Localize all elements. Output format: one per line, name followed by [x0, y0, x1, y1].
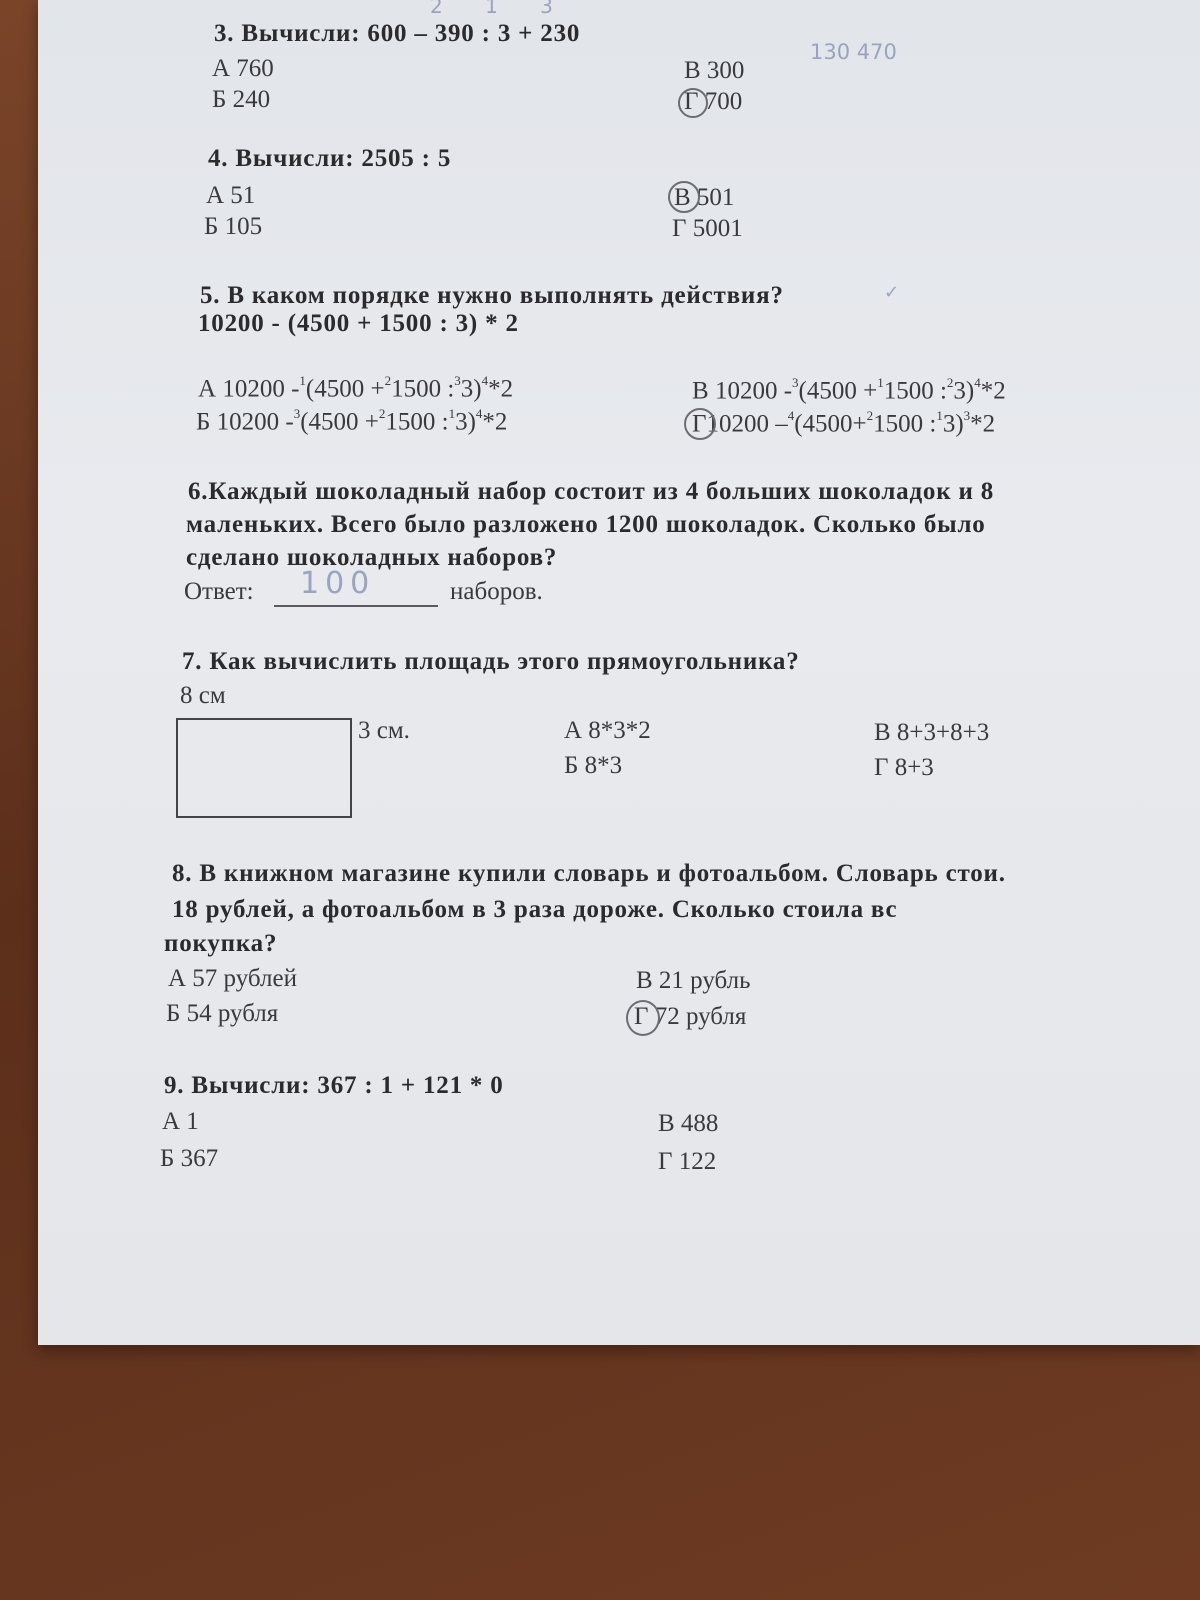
answer-line [274, 605, 438, 607]
question-3-option-b: Б 240 [212, 86, 271, 113]
rectangle-height-label: 3 см. [358, 717, 410, 744]
answer-circle-q5 [684, 408, 716, 440]
question-9-option-b: Б 367 [160, 1145, 219, 1172]
question-5-option-g: Г10200 –$^4$(4500+$^2$1500 :$^1$3)$^3$*2 [692, 408, 996, 438]
question-3-option-v: В 300 [684, 57, 745, 84]
question-8-option-b: Б 54 рубля [166, 1000, 279, 1027]
question-5-option-b: Б 10200 -$^3$(4500 +$^2$1500 :$^1$3)$^4$*2 [196, 406, 508, 436]
question-6-unit: наборов. [450, 578, 543, 605]
question-4-title: 4. Вычисли: 2505 : 5 [208, 145, 452, 172]
question-6-line-2: маленьких. Всего было разложено 1200 шоколадок. Сколько было [186, 511, 986, 538]
answer-circle-q3 [678, 88, 708, 118]
question-4-option-v: В 501 [674, 184, 735, 211]
question-4-option-a: А 51 [206, 182, 256, 209]
handwritten-note: 130 470 [810, 40, 897, 64]
question-9-option-v: В 488 [658, 1110, 719, 1137]
question-8-line-3: покупка? [164, 930, 278, 957]
question-9-option-a: А 1 [162, 1108, 199, 1135]
question-5-title: 5. В каком порядке нужно выполнять действия? [200, 282, 784, 309]
question-7-option-a: А 8*3*2 [564, 717, 651, 744]
answer-circle-q4 [668, 181, 700, 213]
question-7-title: 7. Как вычислить площадь этого прямоугольника? [182, 648, 800, 675]
question-8-option-v: В 21 рубль [636, 967, 751, 994]
question-3-option-a: А 760 [212, 55, 274, 82]
question-6-line-3: сделано шоколадных наборов? [186, 544, 558, 571]
rectangle-diagram [176, 718, 352, 818]
question-5-option-v: В 10200 -$^3$(4500 +$^1$1500 :$^2$3)$^4$*2 [692, 375, 1006, 405]
question-7-option-g: Г 8+3 [874, 754, 934, 781]
question-3-option-g: Г 700 [684, 88, 743, 115]
question-5-option-a: А 10200 -$^1$(4500 +$^2$1500 :$^3$3)$^4$*2 [198, 373, 514, 403]
question-6-answer-label: Ответ: [184, 578, 254, 605]
handwritten-answer: 100 [300, 566, 376, 601]
question-3-title: 3. Вычисли: 600 – 390 : 3 + 230 [214, 20, 581, 47]
question-4-option-g: Г 5001 [672, 215, 743, 242]
question-7-option-v: В 8+3+8+3 [874, 719, 990, 746]
question-4-option-b: Б 105 [204, 213, 263, 240]
rectangle-width-label: 8 см [180, 682, 226, 709]
question-5-expression: 10200 - (4500 + 1500 : 3) * 2 [198, 310, 519, 337]
question-9-title: 9. Вычисли: 367 : 1 + 121 * 0 [164, 1072, 504, 1099]
question-8-option-g: Г 72 рубля [634, 1003, 747, 1030]
question-8-option-a: А 57 рублей [168, 965, 297, 992]
question-6-line-1: 6.Каждый шоколадный набор состоит из 4 больших шоколадок и 8 [188, 478, 995, 505]
question-8-line-1: 8. В книжном магазине купили словарь и фотоальбом. Словарь стои. [172, 860, 1006, 887]
answer-circle-q8 [626, 1000, 660, 1036]
handwritten-order-marks: 2 1 3 [430, 0, 571, 18]
worksheet-page [38, 0, 1200, 1345]
question-9-option-g: Г 122 [658, 1148, 717, 1175]
question-7-option-b: Б 8*3 [564, 752, 623, 779]
check-mark: ✓ [884, 282, 900, 303]
question-8-line-2: 18 рублей, а фотоальбом в 3 раза дороже. Сколько стоила вс [172, 896, 898, 923]
